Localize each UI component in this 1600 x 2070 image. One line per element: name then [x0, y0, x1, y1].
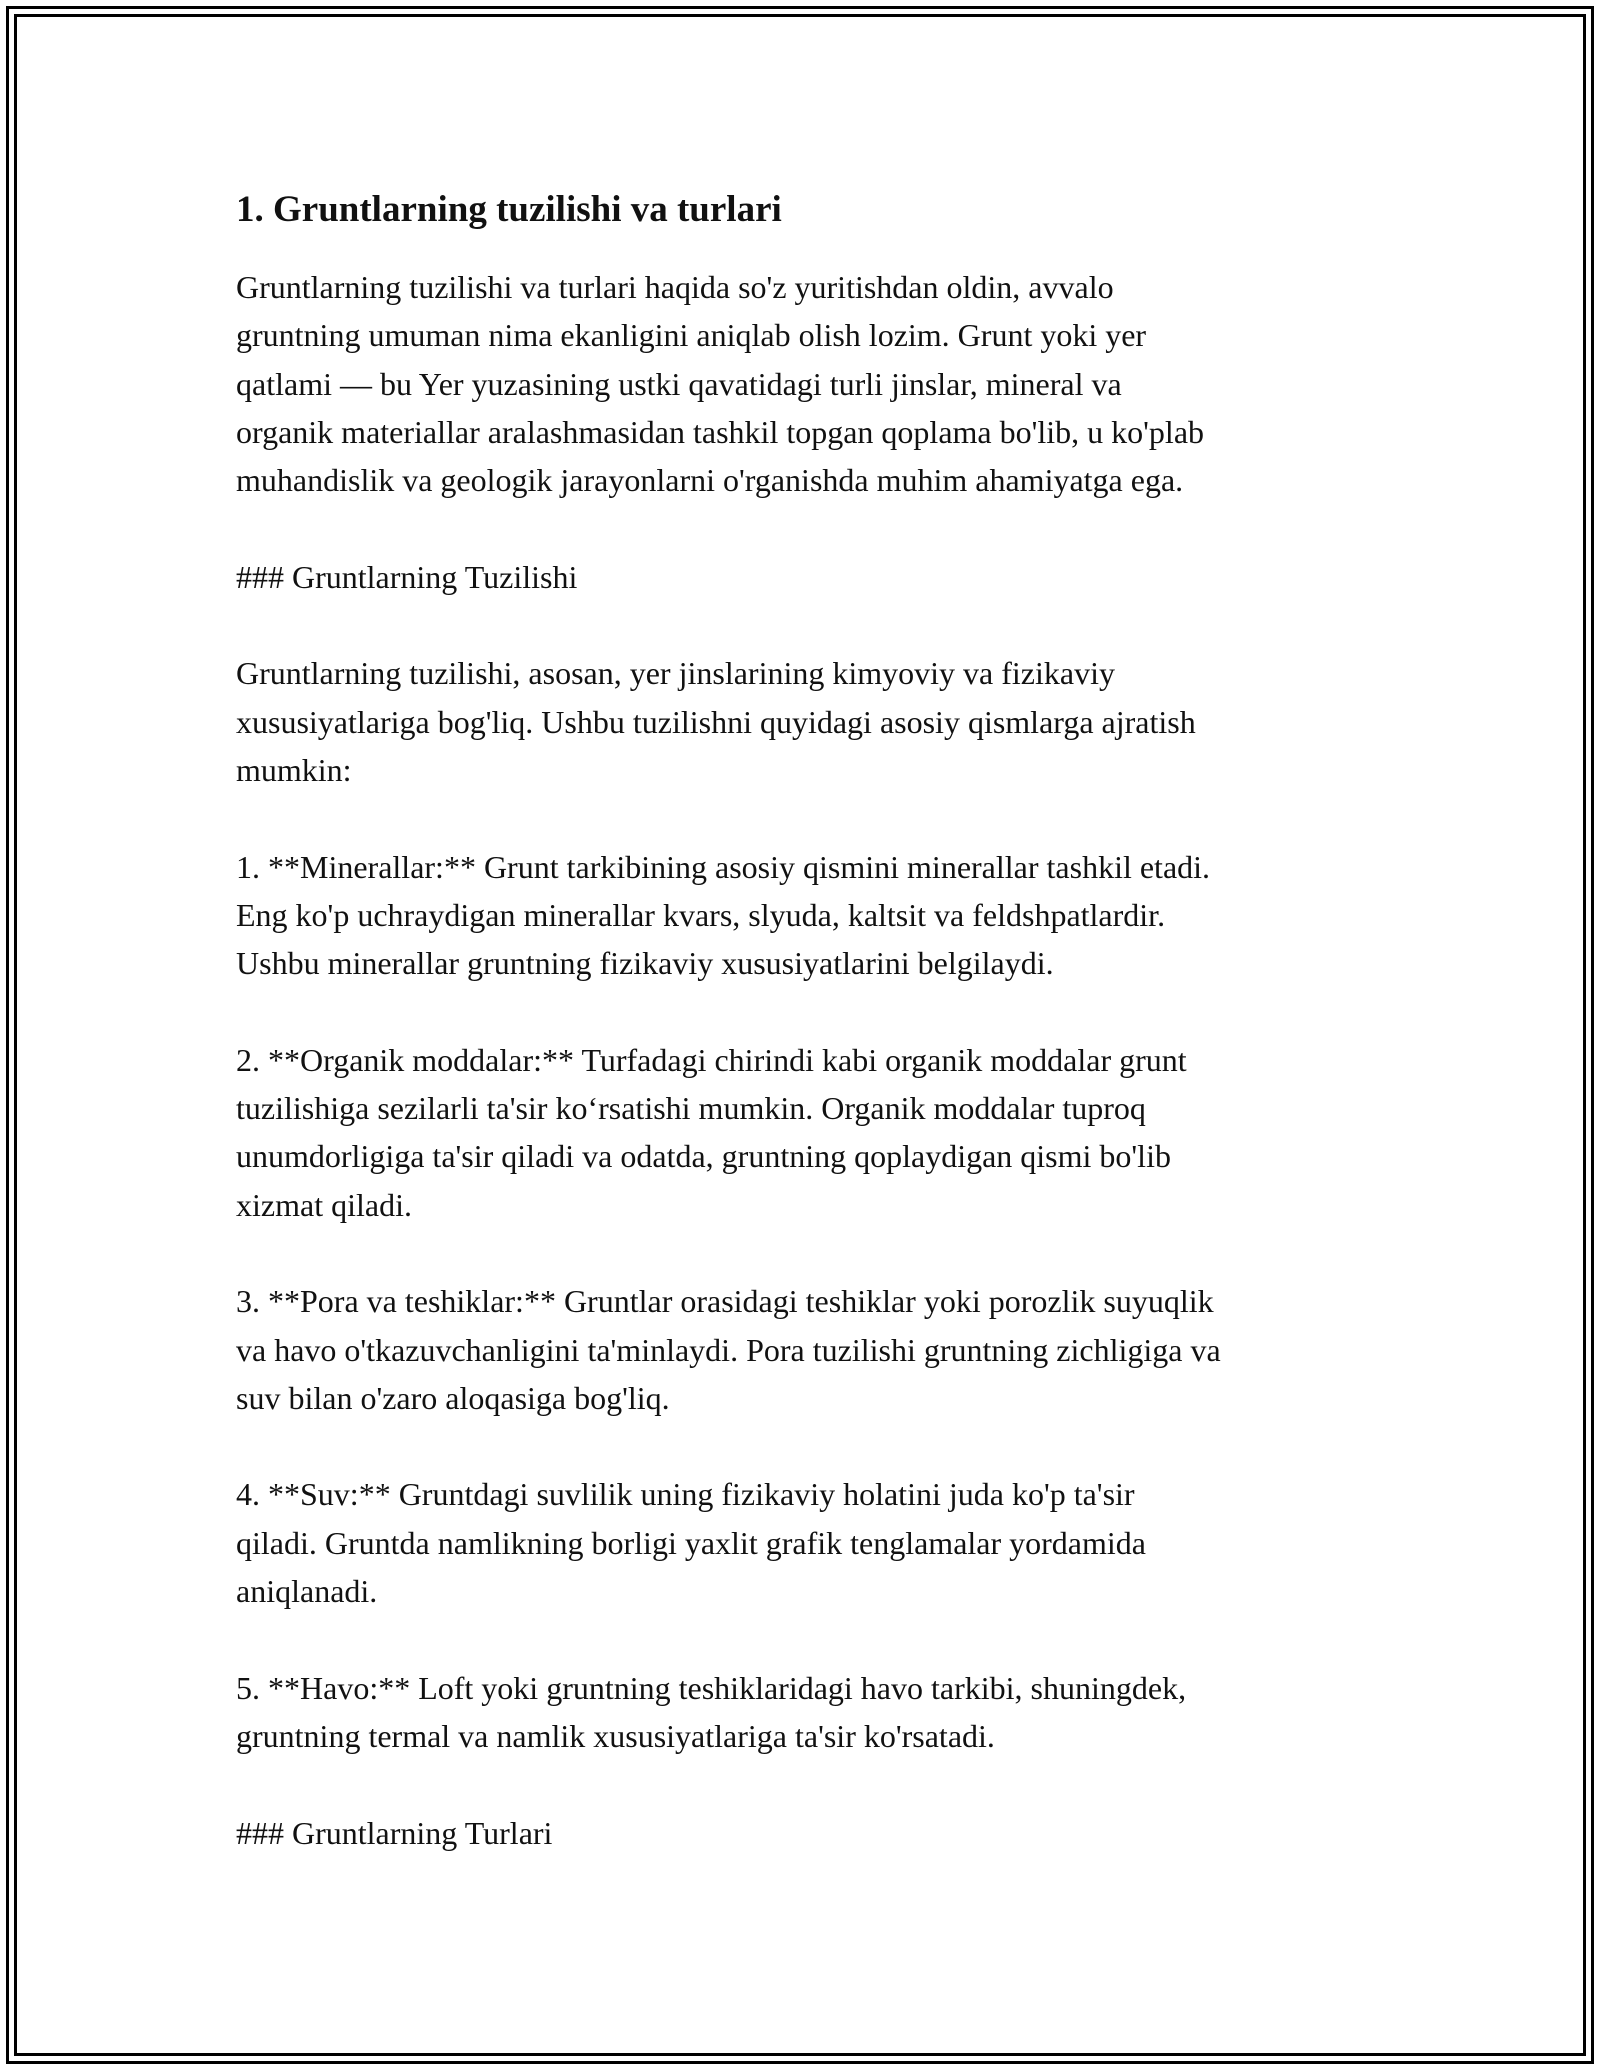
section-heading-structure: ### Gruntlarning Tuzilishi — [236, 558, 578, 595]
list-item-air: 5. **Havo:** Loft yoki gruntning teshiklaridagi havo tarkibi, shuningdek, gruntning termal va namlik xususiyatlariga ta'sir ko'rsatadi. — [236, 1669, 1187, 1754]
list-item-pores: 3. **Pora va teshiklar:** Gruntlar orasidagi teshiklar yoki porozlik suyuqlik va havo o'tkazuvchanligini ta'minlaydi. Pora tuzilishi gruntning zichligiga va suv bilan o'zaro aloqasiga bog'liq. — [236, 1283, 1221, 1416]
document-title: 1. Gruntlarning tuzilishi va turlari — [236, 189, 782, 230]
list-item-minerals: 1. **Minerallar:** Grunt tarkibining asosiy qismini minerallar tashkil etadi. Eng ko'p uchraydigan minerallar kvars, slyuda, kaltsit va feldshpatlardir. Ushbu minerallar gruntning fizikaviy xususiyatlarini belgilaydi. — [236, 848, 1211, 982]
section-heading-types: ### Gruntlarning Turlari — [236, 1814, 553, 1851]
list-item-water: 4. **Suv:** Gruntdagi suvlilik uning fizikaviy holatini juda ko'p ta'sir qiladi. Gruntda namlikning borligi yaxlit grafik tenglamalar yordamida aniqlanadi. — [236, 1476, 1146, 1610]
list-item-organic-matter: 2. **Organik moddalar:** Turfadagi chirindi kabi organik moddalar grunt tuzilishiga sezilarli ta'sir koʻrsatishi mumkin. Organik moddalar tuproq unumdorligiga ta'sir qiladi va odatda, gruntning qoplaydigan qismi bo'lib xizmat qiladi. — [236, 1041, 1187, 1223]
structure-intro-paragraph: Gruntlarning tuzilishi, asosan, yer jinslarining kimyoviy va fizikaviy xususiyatlariga bog'liq. Ushbu tuzilishni quyidagi asosiy qismlarga ajratish mumkin: — [236, 655, 1196, 788]
document-body — [236, 186, 1366, 1905]
intro-paragraph: Gruntlarning tuzilishi va turlari haqida so'z yuritishdan oldin, avvalo gruntning umuman nima ekanligini aniqlab olish lozim. Grunt yoki yer qatlami — bu Yer yuzasining ustki qavatidagi turli jinslar, mineral va organik materiallar aralashmasidan tashkil topgan qoplama bo'lib, u ko'plab muhandislik va geologik jarayonlarni o'rganishda muhim ahamiyatga ega. — [236, 269, 1205, 499]
